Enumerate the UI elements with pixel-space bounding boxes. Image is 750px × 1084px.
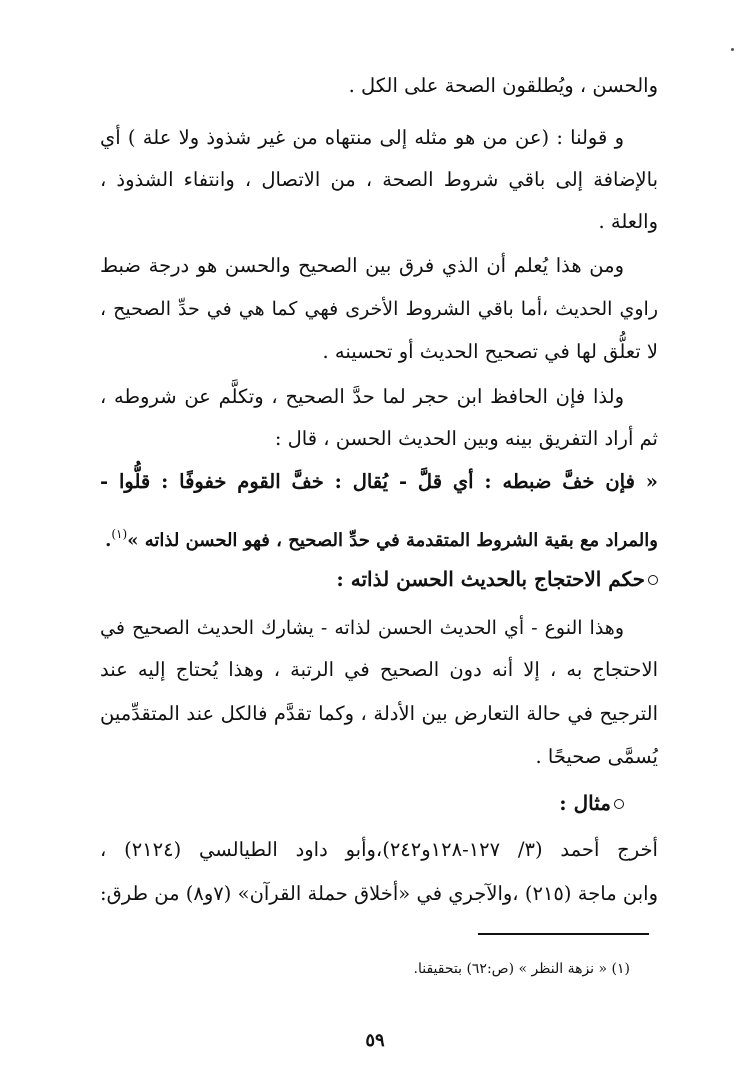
footnote-reference: (١) [111, 527, 128, 541]
section-heading [336, 565, 658, 593]
text-line: ثم أراد التفريق بينه وبين الحديث الحسن ، قال : [274, 427, 658, 450]
quote-line: « فإن خفَّ ضبطه : أي قلَّ - يُقال : خفَّ القوم خفوفًا : قلُّوا - [100, 470, 658, 493]
circle-marker-icon [614, 799, 624, 809]
text-line: يُسمَّى صحيحًا . [535, 745, 658, 768]
circle-marker-icon [648, 575, 658, 585]
footnote: (١) « نزهة النظر » (ص:٦٢) بتحقيقنا. [413, 961, 630, 977]
text-line: راوي الحديث ،أما باقي الشروط الأخرى فهي كما هي في حدِّ الصحيح ، [100, 298, 658, 320]
heading-text: مثال : [559, 791, 611, 815]
example-heading [559, 789, 624, 817]
text-line: وابن ماجة (٢١٥) ،والآجري في «أخلاق حملة القرآن» (٧و٨) من طرق: [100, 882, 658, 905]
heading-text: حكم الاحتجاج بالحديث الحسن لذاته : [336, 567, 645, 591]
corner-dot [731, 48, 734, 51]
text-line: بالإضافة إلى باقي شروط الصحة ، من الاتصال ، وانتفاء الشذوذ ، [100, 168, 658, 191]
text-line: أخرج أحمد (٣/ ١٢٧-١٢٨و٢٤٢)،وأبو داود الطيالسي (٢١٢٤) ، [100, 838, 658, 861]
text-line: الاحتجاج به ، إلا أنه دون الصحيح في الرتبة ، وهذا يُحتاج إليه عند [100, 658, 658, 681]
text-line: لا تعلُّق لها في تصحيح الحديث أو تحسينه . [322, 340, 658, 363]
page-number: ٥٩ [365, 1030, 385, 1051]
text-line: والعلة . [598, 210, 658, 233]
text-line: ولذا فإن الحافظ ابن حجر لما حدَّ الصحيح ، وتكلَّم عن شروطه ، [100, 385, 624, 408]
text-line: وهذا النوع - أي الحديث الحسن لذاته - يشارك الحديث الصحيح في [100, 617, 624, 639]
text-line: و قولنا : (عن من هو مثله إلى منتهاه من غير شذوذ ولا علة ) أي [100, 126, 624, 149]
period: . [105, 530, 112, 551]
footnote-separator [478, 933, 649, 935]
text-line: ومن هذا يُعلم أن الذي فرق بين الصحيح والحسن هو درجة ضبط [100, 254, 624, 277]
quote-line-end [100, 520, 658, 555]
text-line: والحسن ، ويُطلقون الصحة على الكل . [348, 74, 658, 97]
text-line: الترجيح في حالة التعارض بين الأدلة ، وكما تقدَّم فالكل عند المتقدِّمين [100, 702, 658, 725]
quote-text: والمراد مع بقية الشروط المتقدمة في حدِّ الصحيح ، فهو الحسن لذاته » [127, 530, 658, 551]
